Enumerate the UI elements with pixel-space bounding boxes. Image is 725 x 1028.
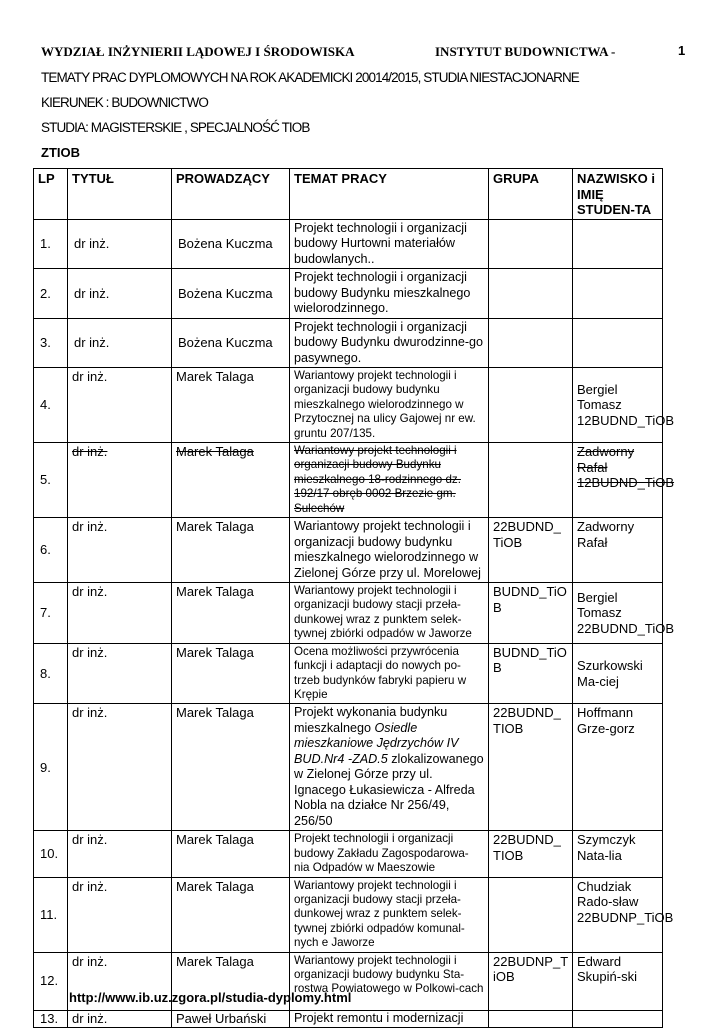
institute-heading: INSTYTUT BUDOWNICTWA - bbox=[435, 44, 616, 59]
row-supervisor: Marek Talaga bbox=[172, 583, 290, 644]
row-topic: Wariantowy projekt technologii i organizacji budowy budynku Sta-rostwa Powiatowego w Polkowi-cach bbox=[290, 952, 489, 1010]
row-student: Chudziak Rado-sław 22BUDNP_TiOB bbox=[573, 877, 663, 952]
row-group bbox=[489, 219, 573, 269]
row-student bbox=[573, 1010, 663, 1027]
row-student: Zadworny Rafał 12BUDND_TiOB bbox=[577, 444, 675, 491]
row-supervisor: Bożena Kuczma bbox=[172, 318, 290, 368]
table-row bbox=[34, 704, 663, 831]
row-group bbox=[489, 443, 573, 518]
table-header-row bbox=[34, 169, 663, 220]
row-topic: Projekt technologii i organizacji budowy Zakładu Zagospodarowa-nia Odpadów w Maeszowie bbox=[290, 831, 489, 877]
row-topic-part: Projekt wykonania budynku mieszkalnego bbox=[294, 705, 448, 735]
row-group bbox=[489, 877, 573, 952]
row-lp: 4. bbox=[34, 368, 68, 443]
row-lp: 7. bbox=[34, 583, 68, 644]
row-student: Hoffmann Grze-gorz bbox=[573, 704, 663, 831]
row-group: 22BUDNP_T iOB bbox=[489, 952, 573, 1010]
faculty-heading: WYDZIAŁ INŻYNIERII LĄDOWEJ I ŚRODOWISKA bbox=[41, 44, 355, 59]
row-group bbox=[489, 368, 573, 443]
table-row bbox=[34, 583, 663, 644]
row-title: dr inż. bbox=[68, 518, 172, 583]
row-group bbox=[489, 1010, 573, 1027]
row-title: dr inż. bbox=[68, 269, 172, 319]
row-group: 22BUDND_ TIOB bbox=[489, 831, 573, 877]
table-row bbox=[34, 643, 663, 704]
row-supervisor: Marek Talaga bbox=[172, 368, 290, 443]
row-student: Edward Skupiń-ski bbox=[573, 952, 663, 1010]
row-topic: Wariantowy projekt technologii i organizacji budowy stacji przeła-dunkowej wraz z punktem selek-tywnej zbiórki odpadów komunal-nych e Jaworze bbox=[290, 877, 489, 952]
table-row bbox=[34, 318, 663, 368]
row-student bbox=[573, 219, 663, 269]
header-student: NAZWISKO i IMIĘ STUDEN-TA bbox=[573, 169, 663, 220]
thesis-topics-table bbox=[33, 168, 675, 1028]
row-student: Bergiel Tomasz 22BUDND_TiOB bbox=[573, 583, 663, 644]
row-title: dr inż. bbox=[68, 1010, 172, 1027]
table-row bbox=[34, 368, 663, 443]
row-supervisor: Marek Talaga bbox=[172, 952, 290, 1010]
row-lp: 3. bbox=[34, 318, 68, 368]
row-title: dr inż. bbox=[68, 877, 172, 952]
row-lp: 13. bbox=[34, 1010, 68, 1027]
header-lp: LP bbox=[34, 169, 68, 220]
row-lp: 1. bbox=[34, 219, 68, 269]
table-row bbox=[34, 877, 663, 952]
row-title: dr inż. bbox=[68, 318, 172, 368]
row-title: dr inż. bbox=[68, 583, 172, 644]
row-supervisor: Marek Talaga bbox=[172, 877, 290, 952]
row-topic-italic: Osiedle mieszkaniowe Jędrzychów IV BUD.Nr4 -ZAD.5 bbox=[294, 720, 459, 766]
header-group: GRUPA bbox=[489, 169, 573, 220]
footer-url[interactable]: http://www.ib.uz.zgora.pl/studia-dyplomy.html bbox=[69, 990, 352, 1005]
table-row bbox=[34, 831, 663, 877]
row-topic: Wariantowy projekt technologii i organizacji budowy budynku mieszkalnego wielorodzinnego w Zielonej Górze przy ul. Morelowej bbox=[290, 518, 489, 583]
row-student: Szymczyk Nata-lia bbox=[573, 831, 663, 877]
row-lp: 6. bbox=[34, 518, 68, 583]
row-group: BUDND_TiO B bbox=[489, 643, 573, 704]
row-group bbox=[489, 269, 573, 319]
table-row-cancelled bbox=[34, 443, 663, 518]
row-topic: Wariantowy projekt technologii i organizacji budowy Budynku mieszkalnego 18-rodzinnego dz. 192/17 obręb 0002 Brzezie gm. Sulechów bbox=[294, 444, 461, 515]
row-lp: 11. bbox=[34, 877, 68, 952]
row-supervisor: Bożena Kuczma bbox=[172, 269, 290, 319]
row-title: dr inż. bbox=[68, 952, 172, 1010]
row-supervisor: Bożena Kuczma bbox=[172, 219, 290, 269]
document-title: TEMATY PRAC DYPLOMOWYCH NA ROK AKADEMICKI 20014/2015, STUDIA NIESTACJONARNE bbox=[41, 70, 579, 85]
row-topic: Wariantowy projekt technologii i organizacji budowy budynku mieszkalnego wielorodzinnego w Przytocznej na ulicy Gajowej nr ew. gruntu 207/135. bbox=[290, 368, 489, 443]
row-student bbox=[573, 318, 663, 368]
row-group: 22BUDND_ TiOB bbox=[489, 518, 573, 583]
header-topic: TEMAT PRACY bbox=[290, 169, 489, 220]
row-lp: 12. bbox=[34, 952, 68, 1010]
row-topic: Projekt remontu i modernizacji bbox=[290, 1010, 489, 1027]
header-title: TYTUŁ bbox=[68, 169, 172, 220]
row-lp: 10. bbox=[34, 831, 68, 877]
studies-specialization: STUDIA: MAGISTERSKIE , SPECJALNOŚĆ TIOB bbox=[41, 120, 310, 135]
row-topic-part: zlokalizowanego w Zielonej Górze przy ul. Ignacego Łukasiewicza - Alfreda Nobla na działce Nr 256/49, 256/50 bbox=[294, 751, 484, 828]
section-label: ZTIOB bbox=[41, 145, 80, 160]
row-lp: 8. bbox=[34, 643, 68, 704]
row-supervisor: Marek Talaga bbox=[172, 518, 290, 583]
row-topic: Projekt technologii i organizacji budowy Hurtowni materiałów budowlanych.. bbox=[290, 219, 489, 269]
row-student: Szurkowski Ma-ciej bbox=[573, 643, 663, 704]
row-supervisor: Marek Talaga bbox=[172, 704, 290, 831]
row-supervisor: Marek Talaga bbox=[176, 444, 254, 460]
table-row bbox=[34, 518, 663, 583]
table-row bbox=[34, 219, 663, 269]
row-title: dr inż. bbox=[68, 704, 172, 831]
table-row bbox=[34, 269, 663, 319]
row-supervisor: Paweł Urbański bbox=[172, 1010, 290, 1027]
row-topic: Projekt technologii i organizacji budowy Budynku dwurodzinne-go pasywnego. bbox=[290, 318, 489, 368]
row-title: dr inż. bbox=[68, 219, 172, 269]
row-student: Zadworny Rafał bbox=[573, 518, 663, 583]
row-lp: 2. bbox=[34, 269, 68, 319]
row-title: dr inż. bbox=[68, 831, 172, 877]
row-topic bbox=[290, 704, 489, 831]
page-number: 1 bbox=[678, 43, 686, 58]
row-group: 22BUDND_ TIOB bbox=[489, 704, 573, 831]
row-title: dr inż. bbox=[68, 643, 172, 704]
row-topic: Ocena możliwości przywrócenia funkcji i adaptacji do nowych po-trzeb budynków fabryki papieru w Krępie bbox=[290, 643, 489, 704]
row-group bbox=[489, 318, 573, 368]
header-supervisor: PROWADZĄCY bbox=[172, 169, 290, 220]
row-student: Bergiel Tomasz 12BUDND_TiOB bbox=[573, 368, 663, 443]
row-lp: 9. bbox=[34, 704, 68, 831]
row-student bbox=[573, 269, 663, 319]
table-row bbox=[34, 1010, 663, 1027]
row-supervisor: Marek Talaga bbox=[172, 643, 290, 704]
row-topic: Projekt technologii i organizacji budowy Budynku mieszkalnego wielorodzinnego. bbox=[290, 269, 489, 319]
row-title: dr inż. bbox=[72, 444, 108, 460]
row-group: BUDND_TiO B bbox=[489, 583, 573, 644]
row-lp: 5. bbox=[34, 443, 68, 518]
row-supervisor: Marek Talaga bbox=[172, 831, 290, 877]
field-of-study: KIERUNEK : BUDOWNICTWO bbox=[41, 95, 208, 110]
row-title: dr inż. bbox=[68, 368, 172, 443]
row-topic: Wariantowy projekt technologii i organizacji budowy stacji przeła-dunkowej wraz z punktem selek-tywnej zbiórki odpadów w Jaworze bbox=[290, 583, 489, 644]
